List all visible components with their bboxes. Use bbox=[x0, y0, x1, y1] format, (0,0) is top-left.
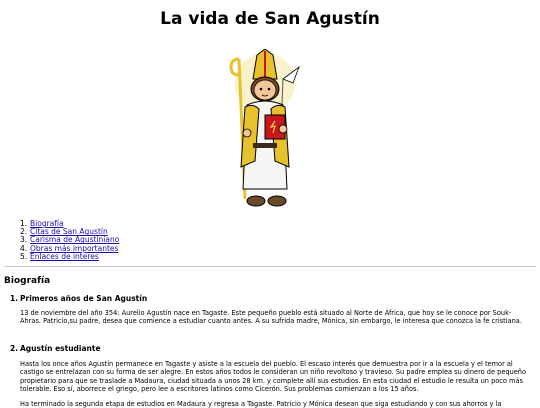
subsection-number: 1. bbox=[10, 294, 19, 303]
toc-link-obras[interactable]: Obras más importantes bbox=[30, 243, 119, 253]
page-title: La vida de San Agustín bbox=[160, 9, 380, 29]
divider bbox=[4, 266, 536, 267]
saint-augustine-illustration bbox=[223, 49, 305, 214]
toc-link-carisma[interactable]: Carisma de Agustiniano bbox=[30, 235, 120, 245]
subsection-number: 2. bbox=[10, 344, 19, 353]
toc-number: 5. bbox=[20, 251, 28, 261]
biography-heading: Biografía bbox=[4, 276, 51, 286]
subsection-title-text: Agustín estudiante bbox=[20, 344, 101, 353]
subsection-title bbox=[10, 294, 147, 303]
toc-link-enlaces[interactable]: Enlaces de interes bbox=[30, 251, 99, 261]
toc-item bbox=[20, 253, 119, 261]
toc-link-citas[interactable]: Citas de San Agustín bbox=[30, 227, 108, 237]
paragraph: Hasta los once años Agustín permanece en Tagaste y asiste a la escuela del pueblo. El escaso interés que demuestra por ir a la escuela y el temor al castigo se entrelazan con su forma de ser alegre. En estos años todos le consideran un niño revoltoso y travieso. Su padre emplea su dinero de pequeño propietario para que se traslade a Madaura, ciudad situada a unos 28 km. y complete allí sus estudios. En esta ciudad el estudio le resulta un poco más tolerable. Eso sí, aborrece el griego, pero lee a escritores latinos como Cicerón. Sus problemas comienzan a los 15 años. bbox=[20, 360, 527, 394]
subsection-title-text: Primeros años de San Agustín bbox=[20, 294, 148, 303]
toc-number: 4. bbox=[20, 243, 28, 253]
subsection-title bbox=[10, 344, 101, 353]
toc-number: 2. bbox=[20, 227, 28, 237]
table-of-contents bbox=[10, 220, 119, 261]
paragraph: 13 de noviembre del año 354: Aurelio Agustín nace en Tagaste. Este pequeño pueblo está situado al Norte de África, que hoy se le conoce por Souk-Ahras. Patricio,su padre, desea que comience a estudiar cuanto antes. A su sufrida madre, Mónica, sin embargo, le interesa que conozca la fe cristiana. bbox=[20, 309, 522, 326]
toc-number: 3. bbox=[20, 235, 28, 245]
paragraph: Ha terminado la segunda etapa de estudios en Madaura y regresa a Tagaste. Patricio y Mónica desean que siga estudiando y con sus ahorros y la bbox=[20, 400, 502, 408]
toc-number: 1. bbox=[20, 219, 28, 228]
toc-link-biografia[interactable]: Biografía bbox=[30, 219, 64, 228]
